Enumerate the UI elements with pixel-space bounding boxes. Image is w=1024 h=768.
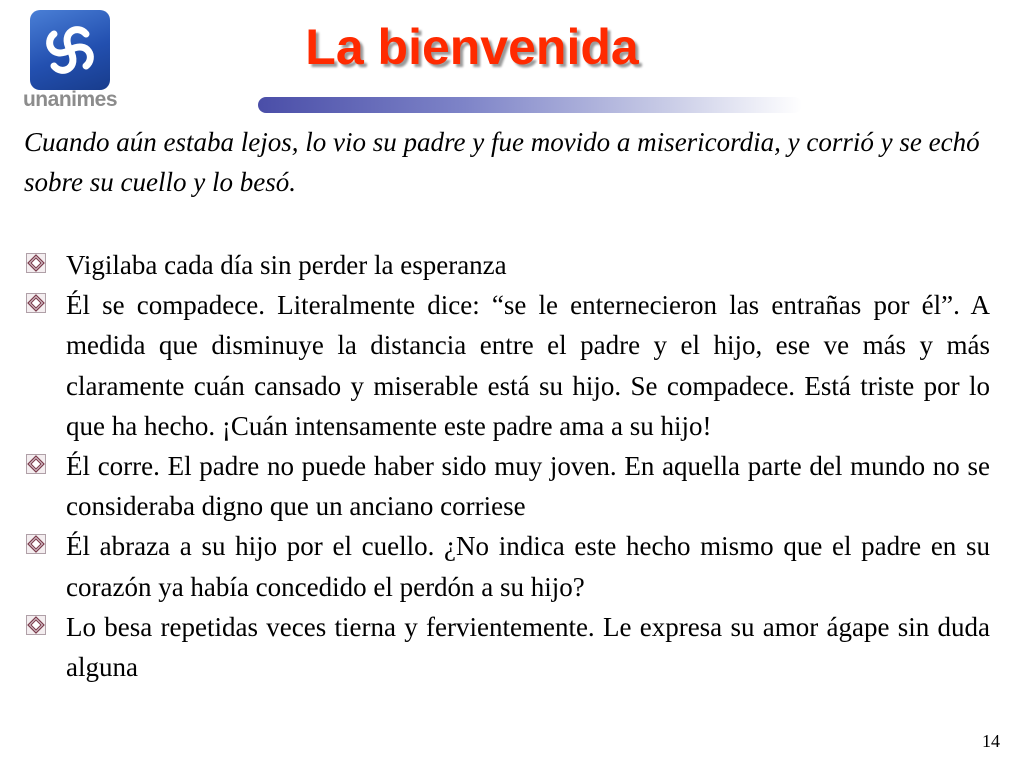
title-underline-bar xyxy=(258,97,802,113)
bullet-text: Él abraza a su hijo por el cuello. ¿No indica este hecho mismo que el padre en su corazón ya había concedido el perdón a su hijo? xyxy=(66,531,990,602)
slide-title: La bienvenida xyxy=(305,19,639,75)
bullet-item xyxy=(24,285,990,446)
bullet-item xyxy=(24,526,990,606)
bullet-item xyxy=(24,607,990,687)
bullet-text: Él corre. El padre no puede haber sido muy joven. En aquella parte del mundo no se consideraba digno que un anciano corriese xyxy=(66,451,990,522)
page-number: 14 xyxy=(982,731,1000,751)
diamond-bullet-icon xyxy=(26,615,46,635)
bullet-text: Vigilaba cada día sin perder la esperanza xyxy=(66,250,507,280)
diamond-bullet-icon xyxy=(26,253,46,273)
logo-wordmark: unanimes xyxy=(22,88,118,111)
quote-text: Cuando aún estaba lejos, lo vio su padre y fue movido a misericordia, y corrió y se echó sobre su cuello y lo besó. xyxy=(24,127,980,197)
diamond-bullet-icon xyxy=(26,454,46,474)
bullet-item xyxy=(24,446,990,526)
bullet-list xyxy=(24,245,990,687)
diamond-bullet-icon xyxy=(26,293,46,313)
bullet-text: Lo besa repetidas veces tierna y fervientemente. Le expresa su amor ágape sin duda alguna xyxy=(66,611,990,683)
bullet-item xyxy=(24,245,990,285)
bullet-text: Él se compadece. Literalmente dice: “se le enternecieron las entrañas por él”. A medida que disminuye la distancia entre el padre y el hijo, ese ve más y más claramente cuán cansado y miserable está su hijo. Se compadece. Está triste por lo que ha hecho. ¡Cuán intensamente este padre ama a su hijo! xyxy=(66,290,990,441)
diamond-bullet-icon xyxy=(26,534,46,554)
